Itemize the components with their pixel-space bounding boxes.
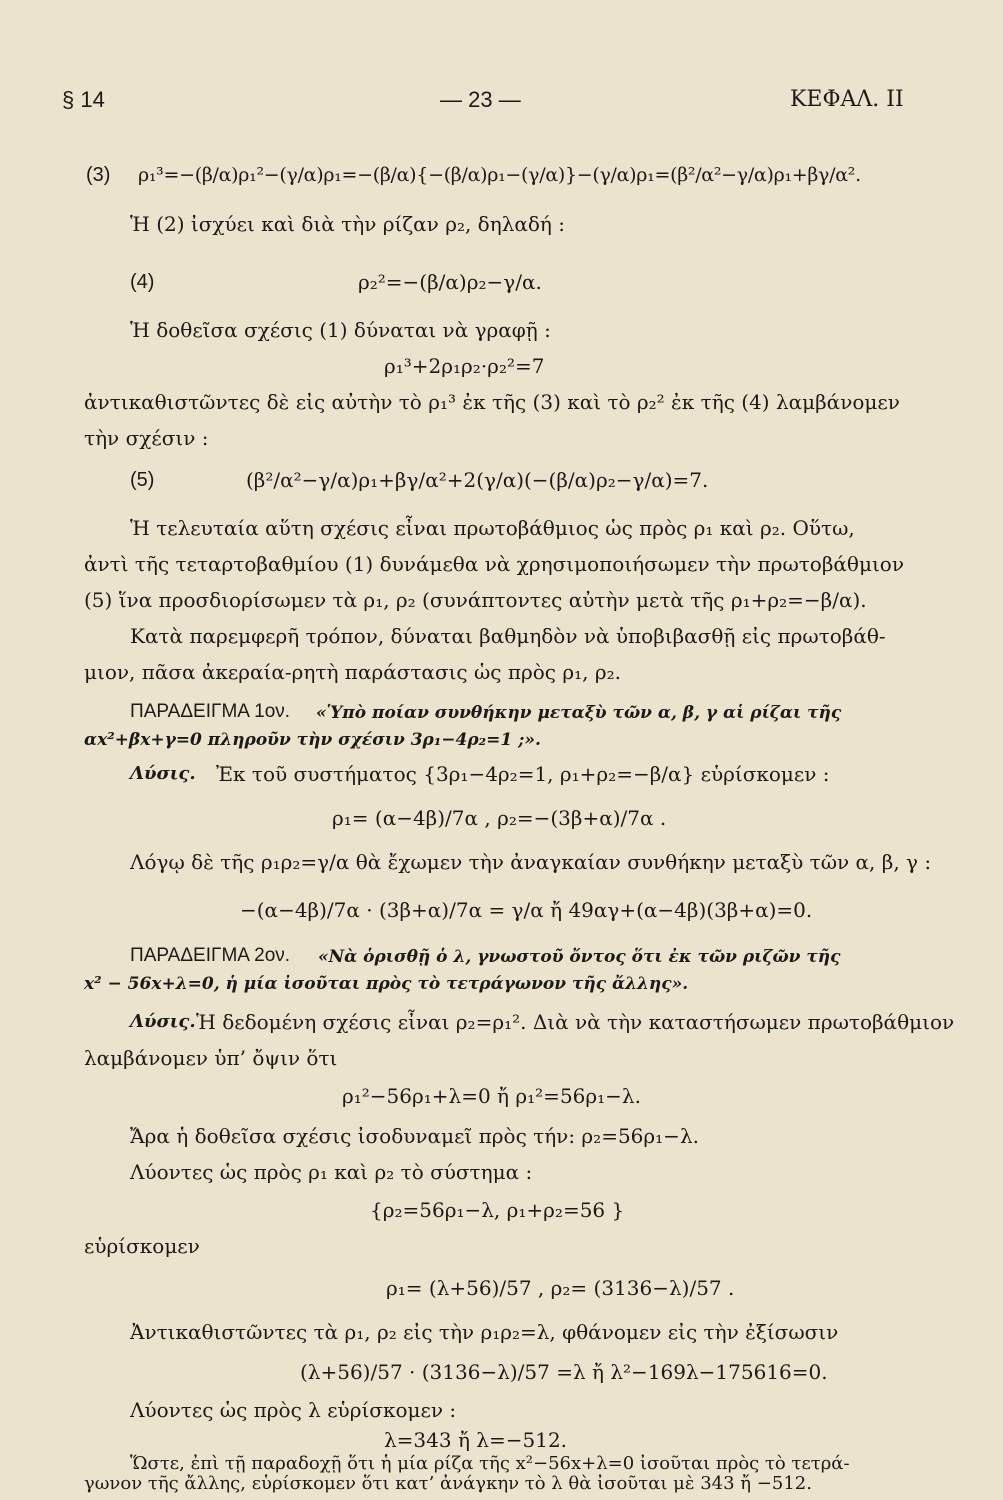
solution-label: Λύσις. — [130, 1011, 196, 1032]
example-2-statement: «Νὰ ὁρισθῇ ὁ λ, γνωστοῦ ὄντος ὅτι ἐκ τῶν ριζῶν τῆς — [318, 947, 841, 967]
solution-text: Ἐκ τοῦ συστήματος {3ρ₁−4ρ₂=1, ρ₁+ρ₂=−β/α} εὑρίσκομεν : — [216, 762, 830, 786]
solution-equation: ρ₁²−56ρ₁+λ=0 ἤ ρ₁²=56ρ₁−λ. — [342, 1084, 641, 1108]
solution-text: Λύοντες ὡς πρὸς λ εὑρίσκομεν : — [130, 1398, 457, 1422]
solution-roots: λ=343 ἤ λ=−512. — [384, 1428, 568, 1452]
section-number: § 14 — [62, 87, 105, 112]
text-line: Ἡ (2) ἰσχύει καὶ διὰ τὴν ρίζαν ρ₂, δηλαδή : — [130, 212, 566, 236]
equation-1: ρ₁³+2ρ₁ρ₂·ρ₂²=7 — [384, 354, 545, 378]
example-1-heading: ΠΑΡΑΔΕΙΓΜΑ 1ον. — [130, 701, 291, 722]
example-1-statement: «Ὑπὸ ποίαν συνθήκην μεταξὺ τῶν α, β, γ αἱ ρίζαι τῆς — [316, 703, 842, 723]
solution-result: ρ₁= (α−4β)/7α , ρ₂=−(3β+α)/7α . — [332, 806, 667, 830]
equation-4-label: (4) — [130, 271, 155, 293]
solution-text: Λύοντες ὡς πρὸς ρ₁ καὶ ρ₂ τὸ σύστημα : — [130, 1160, 533, 1184]
solution-text: εὑρίσκομεν — [84, 1234, 200, 1258]
example-2-heading: ΠΑΡΑΔΕΙΓΜΑ 2ον. — [130, 945, 291, 966]
paragraph-line: Κατὰ παρεμφερῆ τρόπον, δύναται βαθμηδὸν νὰ ὑποβιβασθῇ εἰς πρωτοβάθ- — [130, 624, 886, 648]
conclusion-line: γωνον τῆς ἄλλης, εὑρίσκομεν ὅτι κατ’ ἀνάγκην τὸ λ θὰ ἰσοῦται μὲ 343 ἤ −512. — [84, 1473, 812, 1494]
solution-label: Λύσις. — [130, 763, 196, 784]
equation-3-label: (3) — [86, 164, 111, 186]
paragraph-line: μιον, πᾶσα ἀκεραία-ρητὴ παράστασις ὡς πρὸς ρ₁, ρ₂. — [84, 660, 621, 684]
chapter-label: ΚΕΦΑΛ. II — [790, 87, 904, 112]
paragraph-line: ἀντὶ τῆς τεταρτοβαθμίου (1) δυνάμεθα νὰ χρησιμοποιήσωμεν τὴν πρωτοβάθμιον — [84, 552, 904, 576]
equation-4: ρ₂²=−(β/α)ρ₂−γ/α. — [358, 270, 542, 294]
solution-text: Ἡ δεδομένη σχέσις εἶναι ρ₂=ρ₁². Διὰ νὰ τὴν καταστήσωμεν πρωτοβάθμιον — [196, 1010, 955, 1034]
condition-text: Λόγῳ δὲ τῆς ρ₁ρ₂=γ/α θὰ ἔχωμεν τὴν ἀναγκαίαν συνθήκην μεταξὺ τῶν α, β, γ : — [130, 850, 932, 874]
solution-text: Ἀντικαθιστῶντες τὰ ρ₁, ρ₂ εἰς τὴν ρ₁ρ₂=λ, φθάνομεν εἰς τὴν ἐξίσωσιν — [130, 1320, 839, 1344]
solution-system: {ρ₂=56ρ₁−λ, ρ₁+ρ₂=56 } — [370, 1198, 625, 1222]
solution-equation: (λ+56)/57 · (3136−λ)/57 =λ ἤ λ²−169λ−175616=0. — [300, 1360, 828, 1384]
condition-equation: −(α−4β)/7α · (3β+α)/7α = γ/α ἤ 49αγ+(α−4β)(3β+α)=0. — [240, 898, 813, 922]
example-2-statement: x² − 56x+λ=0, ἡ μία ἰσοῦται πρὸς τὸ τετράγωνον τῆς ἄλλης». — [84, 974, 689, 994]
solution-text: Ἄρα ἡ δοθεῖσα σχέσις ἰσοδυναμεῖ πρὸς τήν: ρ₂=56ρ₁−λ. — [130, 1124, 699, 1148]
equation-5-label: (5) — [130, 469, 155, 491]
conclusion-line: Ὥστε, ἐπὶ τῇ παραδοχῇ ὅτι ἡ μία ρίζα τῆς x²−56x+λ=0 ἰσοῦται πρὸς τὸ τετρά- — [130, 1453, 850, 1474]
paragraph-line: (5) ἵνα προσδιορίσωμεν τὰ ρ₁, ρ₂ (συνάπτοντες αὐτὴν μετὰ τῆς ρ₁+ρ₂=−β/α). — [84, 588, 867, 612]
text-line: Ἡ δοθεῖσα σχέσις (1) δύναται νὰ γραφῇ : — [130, 318, 551, 342]
paragraph-line: Ἡ τελευταία αὕτη σχέσις εἶναι πρωτοβάθμιος ὡς πρὸς ρ₁ καὶ ρ₂. Οὕτω, — [130, 516, 855, 540]
text-line: τὴν σχέσιν : — [84, 426, 209, 450]
page-number: — 23 — — [440, 87, 521, 112]
text-line: ἀντικαθιστῶντες δὲ εἰς αὐτὴν τὸ ρ₁³ ἐκ τῆς (3) καὶ τὸ ρ₂² ἐκ τῆς (4) λαμβάνομεν — [84, 390, 900, 414]
solution-text: λαμβάνομεν ὑπ’ ὄψιν ὅτι — [84, 1046, 338, 1070]
equation-5: (β²/α²−γ/α)ρ₁+βγ/α²+2(γ/α)(−(β/α)ρ₂−γ/α)=7. — [246, 468, 709, 492]
equation-3: ρ₁³=−(β/α)ρ₁²−(γ/α)ρ₁=−(β/α){−(β/α)ρ₁−(γ/α)}−(γ/α)ρ₁=(β²/α²−γ/α)ρ₁+βγ/α². — [138, 164, 861, 186]
solution-result: ρ₁= (λ+56)/57 , ρ₂= (3136−λ)/57 . — [386, 1276, 735, 1300]
example-1-statement: αx²+βx+γ=0 πληροῦν τὴν σχέσιν 3ρ₁−4ρ₂=1 ;». — [84, 730, 541, 750]
